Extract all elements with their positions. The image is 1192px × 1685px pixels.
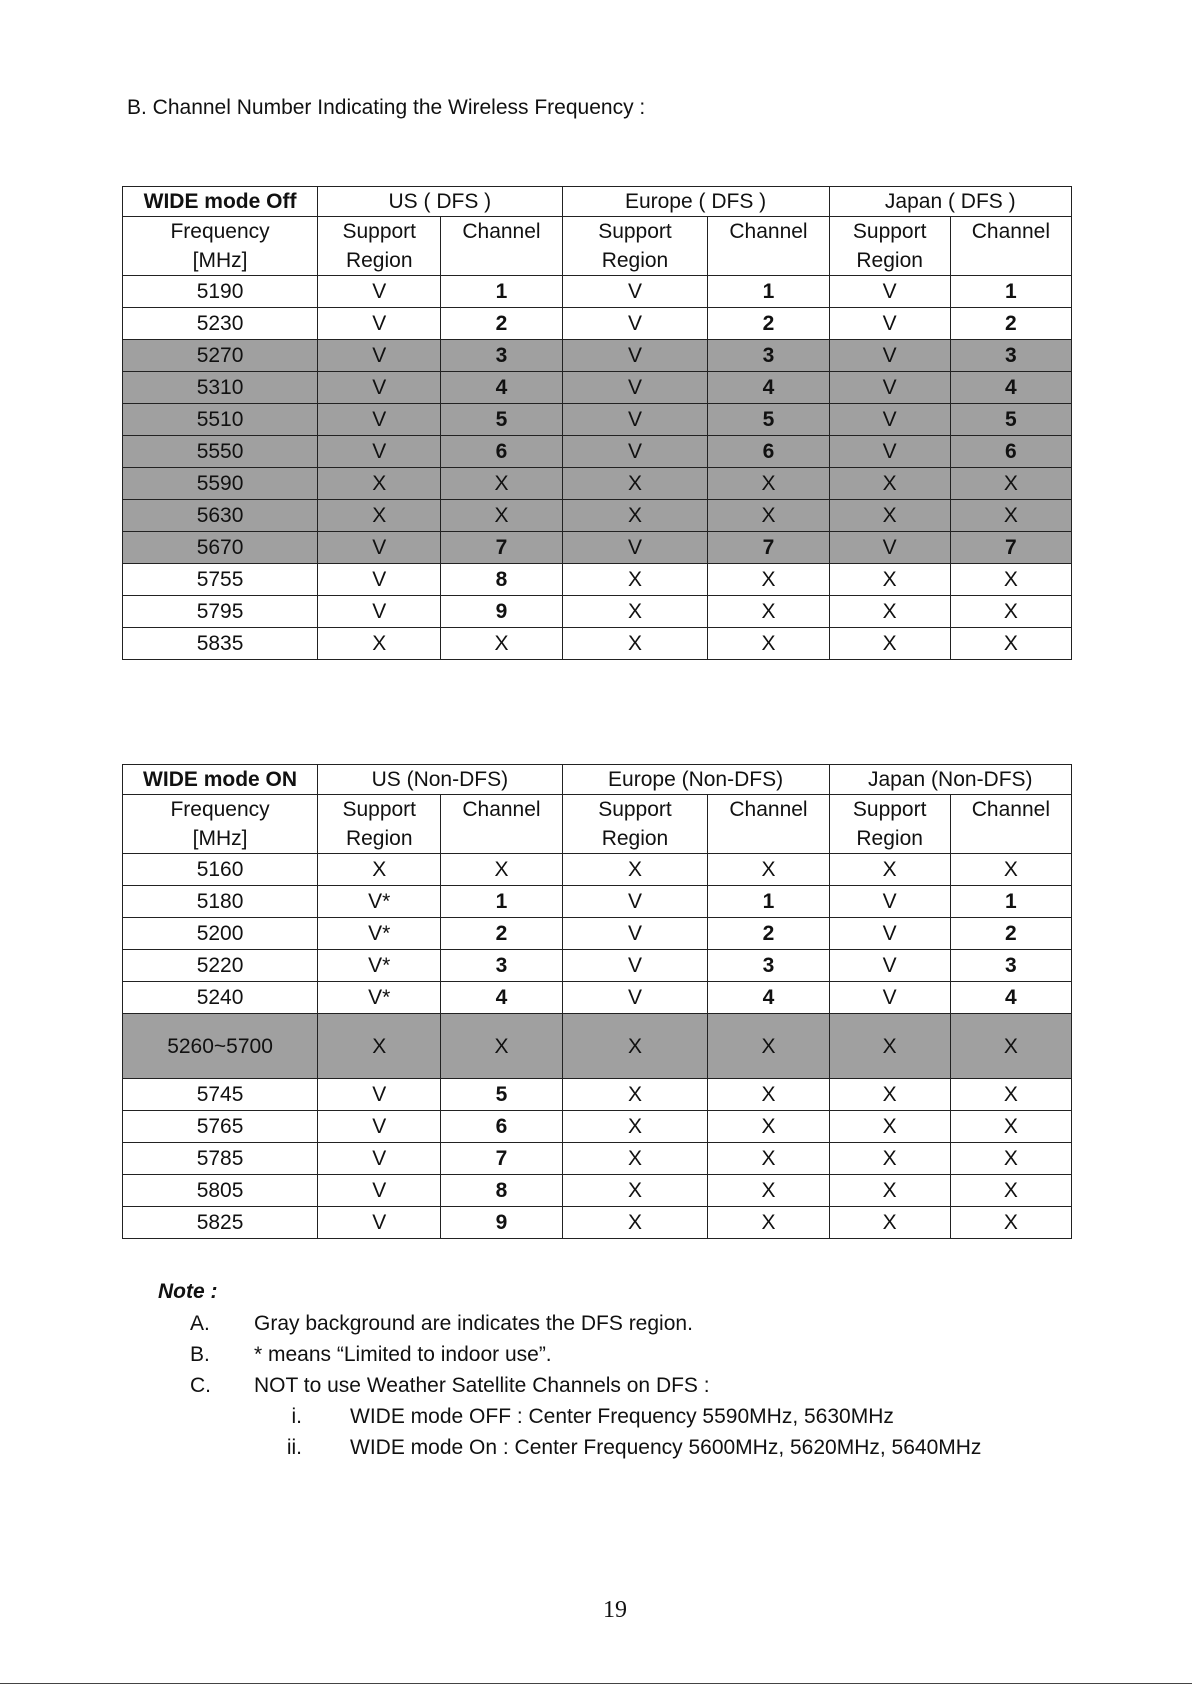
support-cell: V* <box>318 950 441 982</box>
note-label: B. <box>190 1342 210 1366</box>
table-row <box>123 532 1072 564</box>
channel-cell: 8 <box>441 1175 562 1207</box>
support-cell: X <box>562 1111 708 1143</box>
support-cell: X <box>318 628 441 660</box>
channel-cell: X <box>708 468 829 500</box>
frequency-cell: 5795 <box>123 596 318 628</box>
table-header-row <box>123 187 1072 217</box>
support-cell: V <box>829 340 950 372</box>
support-label: Support <box>598 798 672 821</box>
support-region-header <box>562 217 708 276</box>
support-cell: V <box>318 340 441 372</box>
note-item <box>158 1308 981 1339</box>
channel-cell: 2 <box>708 918 829 950</box>
support-label: Support <box>342 220 417 243</box>
support-cell: V <box>318 1111 441 1143</box>
channel-cell: X <box>950 468 1071 500</box>
frequency-cell: 5240 <box>123 982 318 1014</box>
support-cell: X <box>318 854 441 886</box>
channel-cell: 3 <box>441 950 562 982</box>
support-cell: V <box>829 276 950 308</box>
channel-header: Channel <box>708 795 829 854</box>
support-region-header <box>829 217 950 276</box>
support-cell: V <box>562 950 708 982</box>
channel-cell: X <box>950 500 1071 532</box>
channel-cell: X <box>708 1014 829 1079</box>
channel-cell: X <box>708 1175 829 1207</box>
region-header: Japan ( DFS ) <box>829 187 1071 217</box>
support-cell: V <box>562 886 708 918</box>
channel-cell: 4 <box>441 372 562 404</box>
channel-cell: X <box>441 628 562 660</box>
channel-header: Channel <box>950 217 1071 276</box>
support-cell: V <box>318 308 441 340</box>
frequency-unit: [MHz] <box>192 827 248 850</box>
table-row <box>123 468 1072 500</box>
support-cell: V <box>318 436 441 468</box>
note-label: A. <box>190 1311 210 1335</box>
note-sub-text: WIDE mode On : Center Frequency 5600MHz, 5620MHz, 5640MHz <box>350 1435 982 1459</box>
support-cell: V <box>562 532 708 564</box>
channel-cell: 5 <box>950 404 1071 436</box>
support-cell: V <box>562 308 708 340</box>
channel-cell: 2 <box>441 308 562 340</box>
frequency-cell: 5805 <box>123 1175 318 1207</box>
support-label: Support <box>852 220 927 243</box>
note-label: C. <box>190 1373 211 1397</box>
table-row <box>123 500 1072 532</box>
region-label: Region <box>601 249 669 272</box>
table-row <box>123 950 1072 982</box>
channel-cell: 3 <box>950 340 1071 372</box>
note-sub-item <box>158 1432 981 1463</box>
channel-cell: 2 <box>441 918 562 950</box>
support-cell: X <box>829 500 950 532</box>
support-cell: V <box>829 950 950 982</box>
support-cell: X <box>562 628 708 660</box>
note-sub-label: i. <box>291 1404 302 1428</box>
channel-cell: X <box>950 596 1071 628</box>
region-header: US ( DFS ) <box>318 187 562 217</box>
frequency-cell: 5190 <box>123 276 318 308</box>
support-cell: X <box>562 564 708 596</box>
table-row <box>123 982 1072 1014</box>
region-label: Region <box>856 249 923 272</box>
channel-cell: X <box>950 564 1071 596</box>
support-region-header <box>562 795 708 854</box>
table-row <box>123 1207 1072 1239</box>
channel-cell: X <box>950 1079 1071 1111</box>
support-cell: X <box>318 1014 441 1079</box>
region-header: Europe ( DFS ) <box>562 187 829 217</box>
channel-cell: 1 <box>950 886 1071 918</box>
support-cell: X <box>829 468 950 500</box>
support-cell: V <box>562 340 708 372</box>
frequency-header <box>123 795 318 854</box>
support-cell: V <box>562 436 708 468</box>
frequency-cell: 5200 <box>123 918 318 950</box>
channel-cell: X <box>708 1207 829 1239</box>
channel-cell: X <box>708 1111 829 1143</box>
table-row <box>123 886 1072 918</box>
channel-cell: X <box>441 500 562 532</box>
support-region-header <box>318 795 441 854</box>
note-text: * means “Limited to indoor use”. <box>254 1342 552 1366</box>
frequency-cell: 5550 <box>123 436 318 468</box>
table-row <box>123 596 1072 628</box>
table-row <box>123 1143 1072 1175</box>
table-row <box>123 1014 1072 1079</box>
frequency-cell: 5310 <box>123 372 318 404</box>
table-row <box>123 276 1072 308</box>
channel-cell: 4 <box>441 982 562 1014</box>
support-cell: V <box>318 1175 441 1207</box>
support-cell: V <box>318 276 441 308</box>
section-heading: B. Channel Number Indicating the Wireless Frequency : <box>127 96 646 119</box>
support-cell: V <box>318 1207 441 1239</box>
channel-cell: 4 <box>708 372 829 404</box>
channel-cell: 6 <box>441 436 562 468</box>
frequency-cell: 5835 <box>123 628 318 660</box>
support-cell: V <box>829 982 950 1014</box>
channel-cell: 1 <box>708 886 829 918</box>
support-cell: V <box>318 532 441 564</box>
support-cell: V <box>829 436 950 468</box>
notes-section <box>158 1280 981 1463</box>
region-label: Region <box>856 827 923 850</box>
support-cell: V <box>562 372 708 404</box>
channel-cell: 3 <box>441 340 562 372</box>
support-cell: X <box>829 1014 950 1079</box>
channel-cell: X <box>950 1175 1071 1207</box>
region-label: Region <box>345 249 413 272</box>
support-cell: V <box>829 308 950 340</box>
support-cell: V <box>829 532 950 564</box>
support-cell: V* <box>318 886 441 918</box>
frequency-cell: 5755 <box>123 564 318 596</box>
channel-cell: 4 <box>708 982 829 1014</box>
channel-cell: 1 <box>441 276 562 308</box>
support-cell: X <box>318 468 441 500</box>
support-cell: V <box>562 982 708 1014</box>
wide-mode-on-table <box>122 764 1072 1239</box>
channel-cell: X <box>441 468 562 500</box>
note-text: Gray background are indicates the DFS region. <box>254 1311 693 1335</box>
support-cell: V <box>829 372 950 404</box>
channel-header: Channel <box>950 795 1071 854</box>
support-cell: X <box>562 596 708 628</box>
support-cell: V* <box>318 918 441 950</box>
support-cell: X <box>562 1175 708 1207</box>
channel-cell: 3 <box>708 950 829 982</box>
channel-cell: 9 <box>441 1207 562 1239</box>
support-cell: V <box>318 372 441 404</box>
support-cell: X <box>562 1079 708 1111</box>
channel-cell: X <box>950 1111 1071 1143</box>
support-cell: X <box>829 596 950 628</box>
frequency-cell: 5510 <box>123 404 318 436</box>
channel-cell: 7 <box>441 532 562 564</box>
channel-cell: 2 <box>708 308 829 340</box>
channel-cell: 2 <box>950 918 1071 950</box>
support-cell: V <box>318 564 441 596</box>
channel-cell: X <box>708 564 829 596</box>
support-cell: X <box>562 1143 708 1175</box>
channel-cell: 7 <box>708 532 829 564</box>
channel-cell: 6 <box>441 1111 562 1143</box>
notes-title: Note : <box>158 1280 218 1303</box>
table-row <box>123 436 1072 468</box>
channel-cell: 3 <box>950 950 1071 982</box>
support-cell: V <box>829 918 950 950</box>
frequency-label: Frequency <box>170 798 270 821</box>
support-cell: V <box>318 404 441 436</box>
support-cell: X <box>829 1079 950 1111</box>
support-cell: X <box>829 564 950 596</box>
table-row <box>123 1111 1072 1143</box>
frequency-cell: 5260~5700 <box>123 1014 318 1079</box>
support-cell: X <box>829 1143 950 1175</box>
channel-cell: 7 <box>950 532 1071 564</box>
frequency-cell: 5160 <box>123 854 318 886</box>
table-subheader-row <box>123 217 1072 276</box>
note-sub-label: ii. <box>286 1435 302 1459</box>
channel-cell: X <box>708 1143 829 1175</box>
support-region-header <box>318 217 441 276</box>
frequency-cell: 5270 <box>123 340 318 372</box>
support-cell: X <box>829 1175 950 1207</box>
table-row <box>123 308 1072 340</box>
support-cell: X <box>318 500 441 532</box>
channel-cell: X <box>950 1207 1071 1239</box>
channel-cell: X <box>950 628 1071 660</box>
channel-cell: X <box>950 1143 1071 1175</box>
support-cell: X <box>829 854 950 886</box>
support-cell: X <box>829 1207 950 1239</box>
region-header: Europe (Non-DFS) <box>562 765 829 795</box>
support-cell: X <box>562 1014 708 1079</box>
page-bottom-rule <box>0 1683 1192 1684</box>
table-subheader-row <box>123 795 1072 854</box>
mode-header: WIDE mode Off <box>123 187 318 217</box>
support-cell: V <box>829 404 950 436</box>
table-row <box>123 918 1072 950</box>
frequency-cell: 5745 <box>123 1079 318 1111</box>
channel-cell: X <box>708 854 829 886</box>
support-cell: V <box>562 276 708 308</box>
support-region-header <box>829 795 950 854</box>
channel-header: Channel <box>441 217 562 276</box>
table-row <box>123 564 1072 596</box>
region-header: US (Non-DFS) <box>318 765 562 795</box>
channel-cell: 3 <box>708 340 829 372</box>
support-label: Support <box>342 798 417 821</box>
channel-cell: 9 <box>441 596 562 628</box>
note-item <box>158 1370 981 1401</box>
channel-cell: X <box>950 1014 1071 1079</box>
note-sub-item <box>158 1401 981 1432</box>
table-row <box>123 1079 1072 1111</box>
frequency-label: Frequency <box>170 220 270 243</box>
support-cell: X <box>562 854 708 886</box>
frequency-header <box>123 217 318 276</box>
table-row <box>123 1175 1072 1207</box>
support-cell: X <box>829 628 950 660</box>
support-cell: V <box>318 1079 441 1111</box>
page-number: 19 <box>603 1597 627 1623</box>
channel-cell: 1 <box>950 276 1071 308</box>
channel-cell: X <box>950 854 1071 886</box>
channel-cell: 8 <box>441 564 562 596</box>
region-header: Japan (Non-DFS) <box>829 765 1071 795</box>
note-sub-text: WIDE mode OFF : Center Frequency 5590MHz, 5630MHz <box>350 1404 894 1428</box>
channel-cell: 5 <box>441 404 562 436</box>
channel-cell: 1 <box>708 276 829 308</box>
support-cell: X <box>562 1207 708 1239</box>
support-cell: V <box>829 886 950 918</box>
channel-cell: 4 <box>950 982 1071 1014</box>
frequency-cell: 5825 <box>123 1207 318 1239</box>
channel-cell: 4 <box>950 372 1071 404</box>
support-cell: V <box>562 404 708 436</box>
support-label: Support <box>598 220 672 243</box>
channel-cell: 5 <box>708 404 829 436</box>
table-row <box>123 628 1072 660</box>
support-cell: X <box>562 468 708 500</box>
support-cell: X <box>562 500 708 532</box>
channel-header: Channel <box>708 217 829 276</box>
frequency-cell: 5590 <box>123 468 318 500</box>
channel-cell: 1 <box>441 886 562 918</box>
channel-cell: X <box>441 1014 562 1079</box>
frequency-cell: 5670 <box>123 532 318 564</box>
frequency-cell: 5220 <box>123 950 318 982</box>
frequency-unit: [MHz] <box>192 249 248 272</box>
channel-cell: 5 <box>441 1079 562 1111</box>
mode-header: WIDE mode ON <box>123 765 318 795</box>
region-label: Region <box>601 827 669 850</box>
support-label: Support <box>852 798 927 821</box>
table-row <box>123 372 1072 404</box>
region-label: Region <box>345 827 413 850</box>
support-cell: V <box>318 1143 441 1175</box>
channel-cell: X <box>708 628 829 660</box>
wide-mode-off-table <box>122 186 1072 660</box>
channel-cell: 7 <box>441 1143 562 1175</box>
support-cell: V <box>318 596 441 628</box>
support-cell: V <box>562 918 708 950</box>
channel-header: Channel <box>441 795 562 854</box>
frequency-cell: 5765 <box>123 1111 318 1143</box>
frequency-cell: 5180 <box>123 886 318 918</box>
frequency-cell: 5785 <box>123 1143 318 1175</box>
table-row <box>123 340 1072 372</box>
channel-cell: 2 <box>950 308 1071 340</box>
channel-cell: 6 <box>950 436 1071 468</box>
channel-cell: 6 <box>708 436 829 468</box>
table-header-row <box>123 765 1072 795</box>
channel-cell: X <box>708 596 829 628</box>
frequency-cell: 5630 <box>123 500 318 532</box>
note-text: NOT to use Weather Satellite Channels on DFS : <box>254 1373 710 1397</box>
note-item <box>158 1339 981 1370</box>
channel-cell: X <box>441 854 562 886</box>
support-cell: X <box>829 1111 950 1143</box>
table-row <box>123 404 1072 436</box>
table-row <box>123 854 1072 886</box>
support-cell: V* <box>318 982 441 1014</box>
channel-cell: X <box>708 500 829 532</box>
channel-cell: X <box>708 1079 829 1111</box>
frequency-cell: 5230 <box>123 308 318 340</box>
